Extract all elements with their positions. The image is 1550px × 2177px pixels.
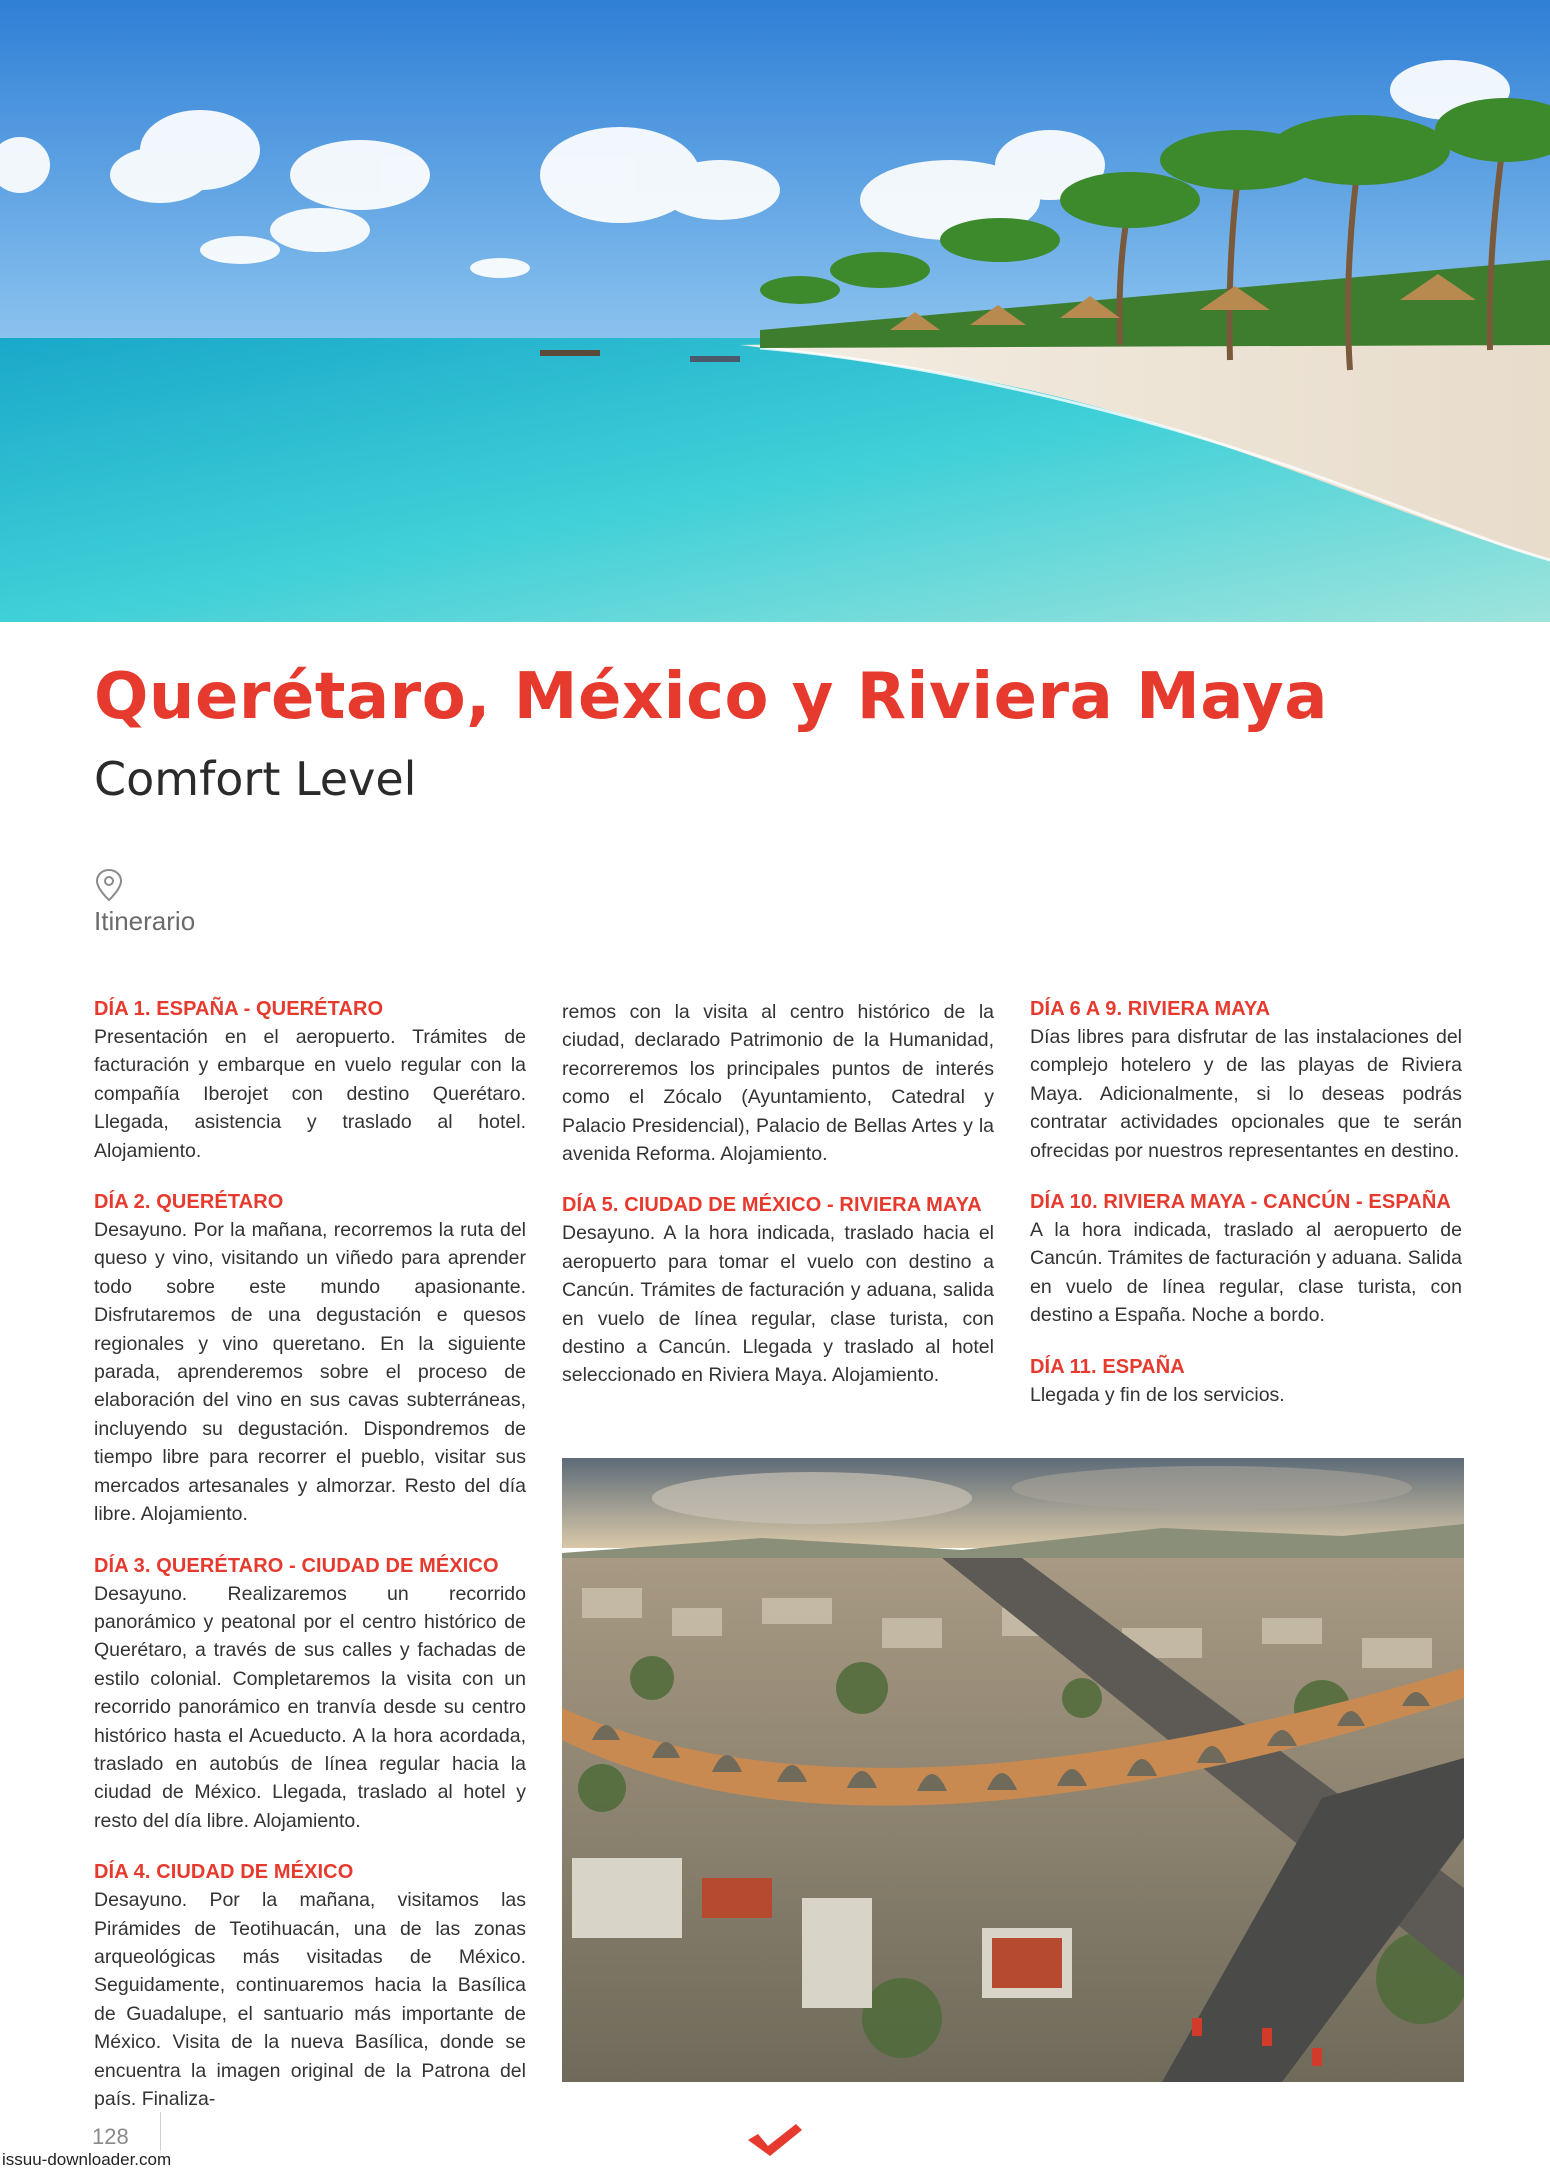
day-heading: DÍA 2. QUERÉTARO — [94, 1191, 284, 1214]
day-heading: DÍA 11. ESPAÑA — [1030, 1355, 1185, 1378]
day-heading: DÍA 10. RIVIERA MAYA - CANCÚN - ESPAÑA — [1030, 1191, 1451, 1214]
day-10 — [1030, 1191, 1462, 1330]
day-text: Desayuno. A la hora indicada, traslado hacia el aeropuerto para tomar el vuelo con destino a Cancún. Trámites de facturación y aduana, salida en vuelo de línea regular, clase turista, con destino a Cancún. Llegada y traslado al hotel seleccionado en Riviera Maya. Alojamiento. — [562, 1222, 994, 1387]
day-heading: DÍA 1. ESPAÑA - QUERÉTARO — [94, 998, 384, 1020]
day-2 — [94, 1191, 526, 1528]
day-heading: DÍA 6 A 9. RIVIERA MAYA — [1030, 998, 1271, 1020]
page-title: Querétaro, México y Riviera Maya — [94, 660, 1328, 734]
day-text: remos con la visita al centro histórico de la ciudad, declarado Patrimonio de la Humanidad, recorreremos los principales puntos de interés como el Zócalo (Ayuntamiento, Catedral y Palacio Presidencial), Palacio de Bellas Artes y la avenida Reforma. Alojamiento. — [562, 1001, 994, 1166]
itinerary-column-1 — [94, 998, 526, 2139]
day-heading: DÍA 5. CIUDAD DE MÉXICO - RIVIERA MAYA — [562, 1194, 982, 1217]
day-heading: DÍA 4. CIUDAD DE MÉXICO — [94, 1861, 354, 1884]
itinerary-column-2 — [562, 998, 994, 1416]
day-text: Llegada y fin de los servicios. — [1030, 1383, 1285, 1406]
map-pin-icon — [94, 868, 124, 907]
day-text: Desayuno. Realizaremos un recorrido panorámico y peatonal por el centro histórico de Querétaro, a través de sus calles y fachadas de estilo colonial. Completaremos la visita con un recorrido panorámico en tranvía desde su centro histórico hasta el Acueducto. A la hora acordada, traslado en autobús de línea regular hacia la ciudad de México. Llegada, traslado al hotel y resto del día libre. Alojamiento. — [94, 1582, 526, 1832]
day-4-continued — [562, 998, 994, 1168]
watermark: issuu-downloader.com — [2, 2150, 172, 2169]
day-text: Días libres para disfrutar de las instalaciones del complejo hotelero y de las playas de Riviera Maya. Adicionalmente, si lo deseas podrás contratar actividades opcionales que te serán ofrecidas por nuestros representantes en destino. — [1030, 1026, 1462, 1162]
day-6-9 — [1030, 998, 1462, 1165]
day-text: Presentación en el aeropuerto. Trámites de facturación y embarque en vuelo regular con la compañía Iberojet con destino Querétaro. Llegada, asistencia y traslado al hotel. Alojamiento. — [94, 1026, 526, 1162]
day-11 — [1030, 1356, 1462, 1409]
day-3 — [94, 1555, 526, 1836]
day-heading: DÍA 3. QUERÉTARO - CIUDAD DE MÉXICO — [94, 1554, 499, 1577]
day-5 — [562, 1194, 994, 1389]
hero-beach-photo — [0, 0, 1550, 622]
day-4 — [94, 1861, 526, 2113]
day-text: Desayuno. Por la mañana, visitamos las Pirámides de Teotihuacán, una de las zonas arqueológicas más visitadas de México. Seguidamente, continuaremos hacia la Basílica de Guadalupe, el santuario más importante de México. Visita de la nueva Basílica, donde se encuentra la imagen original de la Patrona del país. Finaliza- — [94, 1889, 526, 2110]
checkmark-logo-icon — [744, 2120, 806, 2165]
day-text: A la hora indicada, traslado al aeropuerto de Cancún. Trámites de facturación y aduana. Salida en vuelo de línea regular, clase turista, con destino a España. Noche a bordo. — [1030, 1219, 1462, 1327]
day-1 — [94, 998, 526, 1165]
page-subtitle: Comfort Level — [94, 752, 417, 806]
aqueduct-aerial-photo — [562, 1458, 1464, 2082]
itinerary-column-3 — [1030, 998, 1462, 1435]
itinerary-label: Itinerario — [94, 906, 196, 936]
day-text: Desayuno. Por la mañana, recorremos la ruta del queso y vino, visitando un viñedo para aprender todo sobre este mundo apasionante. Disfrutaremos de una degustación e quesos regionales y vino queretano. En la siguiente parada, aprenderemos sobre el proceso de elaboración del vino en sus cavas subterráneas, incluyendo su degustación. Dispondremos de tiempo libre para recorrer el pueblo, visitar sus mercados artesanales y almorzar. Resto del día libre. Alojamiento. — [94, 1219, 526, 1526]
page-number: 128 — [92, 2124, 129, 2149]
